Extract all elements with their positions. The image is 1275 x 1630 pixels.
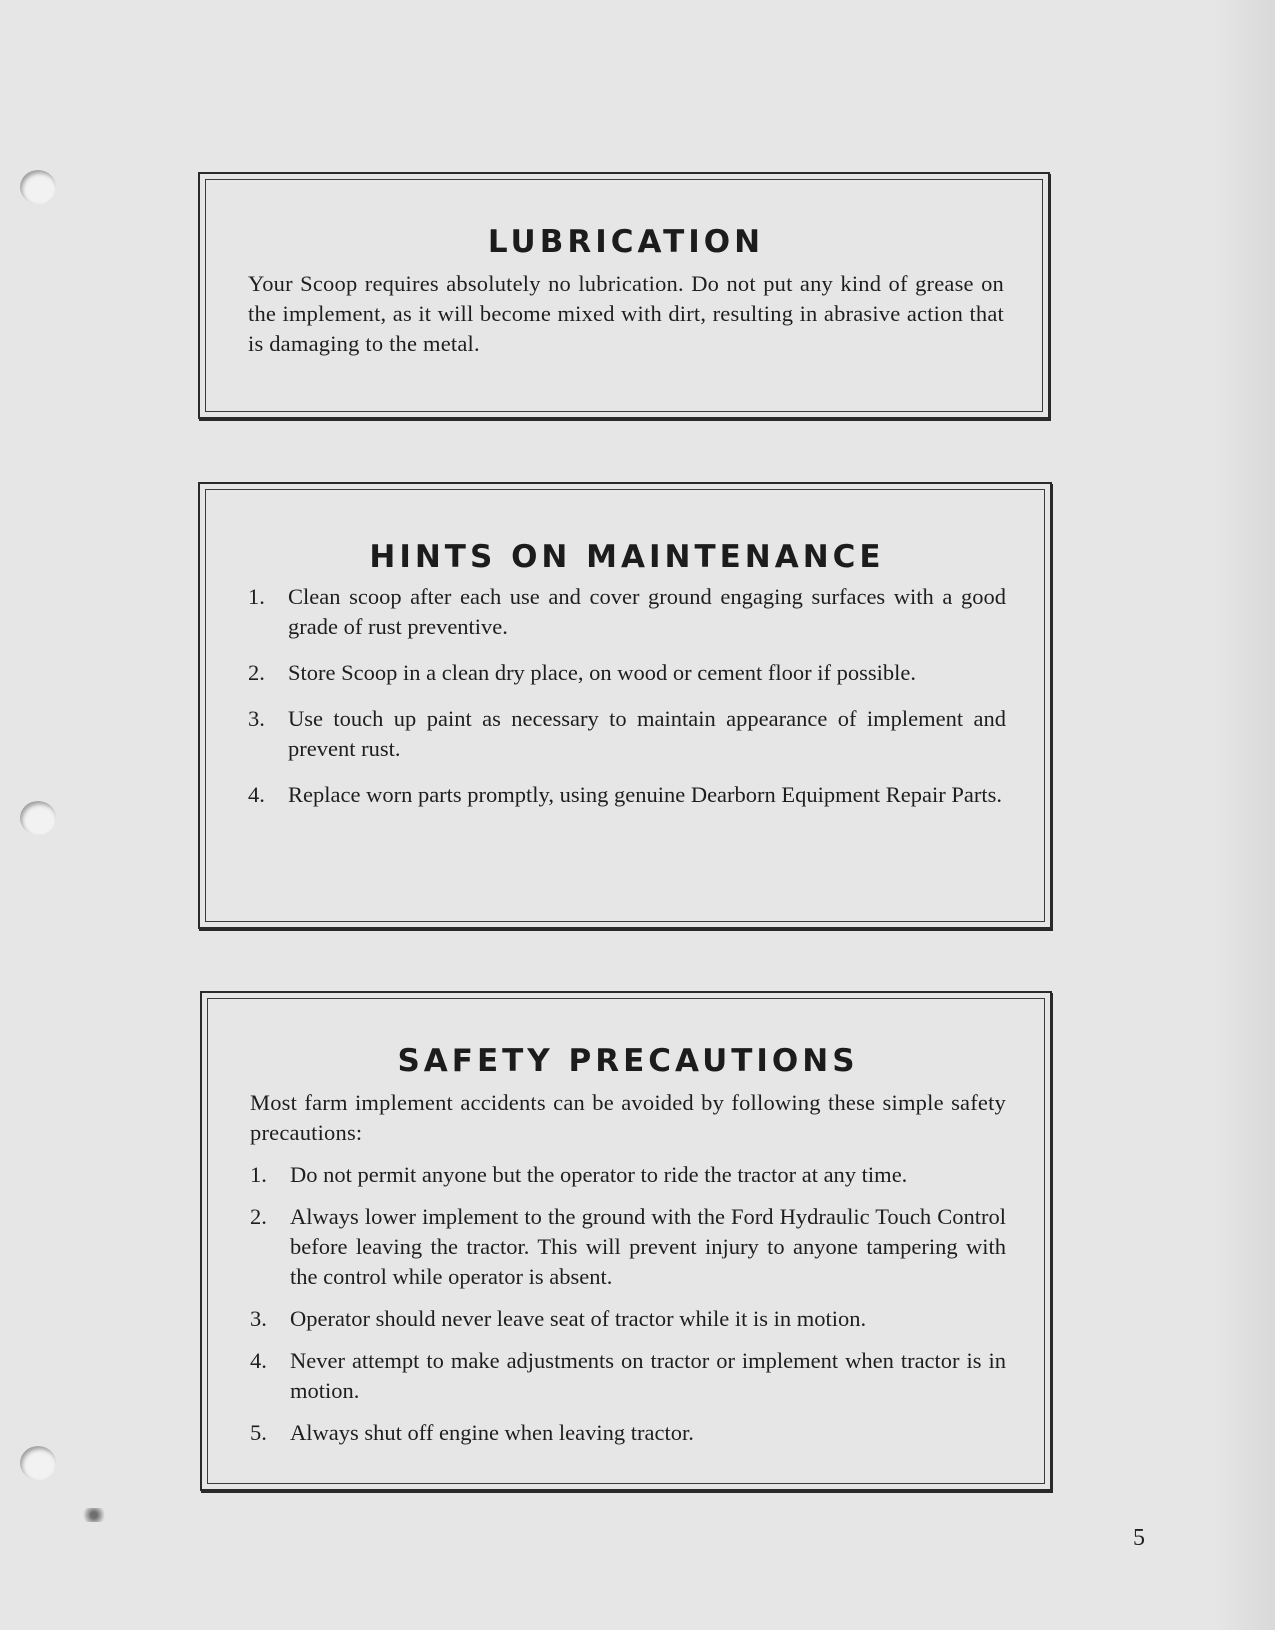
- lubrication-text: Your Scoop requires absolutely no lubrication. Do not put any kind of grease on the implement, as it will become mixed with dirt, resulting in abrasive action that is damaging to the metal.: [248, 271, 1004, 356]
- safety-item: [250, 1418, 1006, 1448]
- page-edge-shadow: [1215, 0, 1275, 1630]
- lubrication-title: LUBRICATION: [487, 224, 765, 260]
- maintenance-item: [248, 780, 1006, 810]
- maintenance-item-text: Replace worn parts promptly, using genuine Dearborn Equipment Repair Parts.: [288, 782, 1002, 807]
- safety-intro: Most farm implement accidents can be avoided by following these simple safety precautions:: [250, 1090, 1006, 1145]
- ink-smudge: [80, 1508, 108, 1522]
- safety-item-number: 1.: [250, 1162, 267, 1187]
- safety-item: [250, 1160, 1006, 1190]
- safety-item-number: 4.: [250, 1348, 267, 1373]
- maintenance-item-number: 1.: [248, 584, 265, 609]
- maintenance-item: [248, 582, 1006, 642]
- maintenance-item-text: Clean scoop after each use and cover ground engaging surfaces with a good grade of rust preventive.: [288, 584, 1006, 639]
- maintenance-inner-frame: [205, 489, 1045, 922]
- safety-item-text: Never attempt to make adjustments on tractor or implement when tractor is in motion.: [290, 1348, 1006, 1403]
- maintenance-item: [248, 658, 1006, 688]
- maintenance-item-number: 2.: [248, 660, 265, 685]
- safety-item-number: 2.: [250, 1204, 267, 1229]
- safety-item-number: 5.: [250, 1420, 267, 1445]
- punch-hole-middle: [20, 801, 56, 835]
- page-number: 5: [1133, 1525, 1145, 1551]
- lubrication-inner-frame: [205, 179, 1043, 412]
- safety-section: [200, 991, 1052, 1491]
- safety-item: [250, 1346, 1006, 1406]
- safety-title: SAFETY PRECAUTIONS: [397, 1043, 859, 1079]
- safety-item-number: 3.: [250, 1306, 267, 1331]
- maintenance-item-text: Store Scoop in a clean dry place, on wood or cement floor if possible.: [288, 660, 916, 685]
- safety-list: [250, 1160, 1006, 1448]
- safety-item-text: Always lower implement to the ground with the Ford Hydraulic Touch Control before leaving the tractor. This will prevent injury to anyone tampering with the control while operator is absent.: [290, 1204, 1006, 1289]
- maintenance-section: [198, 482, 1052, 929]
- maintenance-list: [248, 582, 1006, 810]
- maintenance-item: [248, 704, 1006, 764]
- maintenance-item-number: 4.: [248, 782, 265, 807]
- maintenance-item-text: Use touch up paint as necessary to maintain appearance of implement and prevent rust.: [288, 706, 1006, 761]
- safety-item: [250, 1304, 1006, 1334]
- safety-item: [250, 1202, 1006, 1292]
- punch-hole-top: [20, 170, 56, 204]
- safety-item-text: Do not permit anyone but the operator to ride the tractor at any time.: [290, 1162, 908, 1187]
- punch-hole-bottom: [20, 1446, 56, 1480]
- safety-item-text: Always shut off engine when leaving tractor.: [290, 1420, 694, 1445]
- maintenance-item-number: 3.: [248, 706, 265, 731]
- safety-item-text: Operator should never leave seat of tractor while it is in motion.: [290, 1306, 867, 1331]
- lubrication-section: [198, 172, 1050, 419]
- safety-inner-frame: [207, 998, 1045, 1484]
- maintenance-title: HINTS ON MAINTENANCE: [369, 539, 885, 575]
